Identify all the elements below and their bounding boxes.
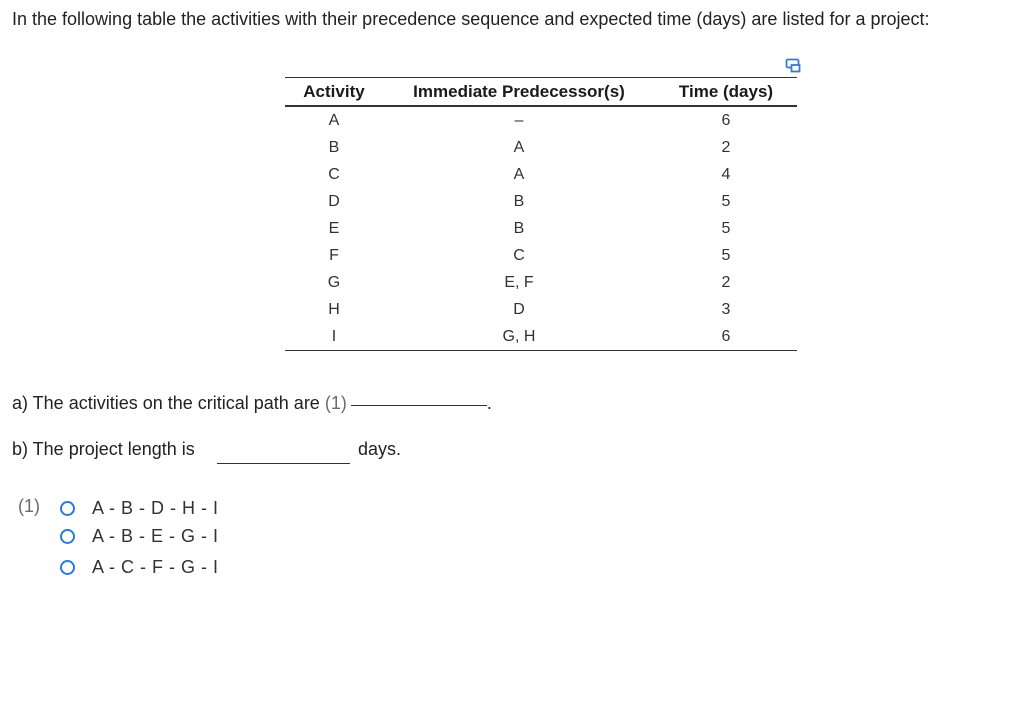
question-a-period: . [486, 393, 492, 413]
table-row [285, 269, 797, 296]
option-2[interactable] [58, 525, 219, 547]
predecessor-cell: – [514, 111, 524, 129]
activity-cell: B [328, 138, 340, 156]
time-cell: 2 [721, 138, 731, 156]
time-cell: 2 [721, 273, 731, 291]
table-row [285, 106, 797, 134]
copy-table-icon[interactable] [785, 56, 803, 74]
time-cell: 3 [721, 300, 731, 318]
option-label: A - B - D - H - I [92, 497, 219, 518]
option-3[interactable] [58, 556, 219, 578]
table-row [285, 296, 797, 323]
precedence-table [285, 77, 797, 351]
predecessor-cell: C [513, 246, 525, 264]
activity-cell: D [328, 192, 340, 210]
predecessor-cell: B [513, 192, 525, 210]
option-label: A - C - F - G - I [92, 556, 219, 577]
time-cell: 5 [721, 246, 731, 264]
question-a-text: a) The activities on the critical path are [12, 393, 320, 413]
activity-cell: E [328, 219, 340, 237]
radio-button[interactable] [60, 529, 75, 544]
activity-cell: F [329, 246, 339, 264]
time-cell: 6 [721, 111, 731, 129]
problem-intro: In the following table the activities with their precedence sequence and expected time (days) are listed for a project: [12, 9, 930, 29]
table-row [285, 161, 797, 188]
table-row [285, 134, 797, 161]
activity-cell: I [285, 323, 383, 351]
table-row [285, 323, 797, 351]
header-predecessors: Immediate Predecessor(s) [383, 78, 655, 107]
header-time: Time (days) [655, 78, 797, 107]
question-a-ref: (1) [324, 393, 347, 413]
question-b-unit: days. [358, 439, 402, 459]
predecessor-cell: A [513, 138, 525, 156]
time-cell: 6 [655, 323, 797, 351]
activity-cell: G [327, 273, 341, 291]
time-cell: 5 [721, 219, 731, 237]
activity-cell: H [328, 300, 340, 318]
predecessor-cell: A [513, 165, 525, 183]
predecessor-cell: G, H [383, 323, 655, 351]
question-b-text: b) The project length is [12, 439, 195, 459]
table-row [285, 188, 797, 215]
activity-cell: A [328, 111, 340, 129]
question-a [12, 393, 492, 414]
option-1[interactable] [58, 497, 219, 519]
radio-button[interactable] [60, 560, 75, 575]
choices-ref: (1) [18, 496, 40, 516]
table-row [285, 215, 797, 242]
predecessor-cell: D [513, 300, 525, 318]
header-activity: Activity [285, 78, 383, 107]
option-label: A - B - E - G - I [92, 525, 219, 546]
predecessor-cell: E, F [504, 273, 534, 291]
project-length-input[interactable] [217, 463, 350, 464]
activity-cell: C [328, 165, 340, 183]
table-row [285, 242, 797, 269]
table-header-row [285, 78, 797, 107]
predecessor-cell: B [513, 219, 525, 237]
time-cell: 5 [721, 192, 731, 210]
critical-path-answer-blank[interactable] [351, 404, 487, 406]
time-cell: 4 [721, 165, 731, 183]
radio-button[interactable] [60, 501, 75, 516]
